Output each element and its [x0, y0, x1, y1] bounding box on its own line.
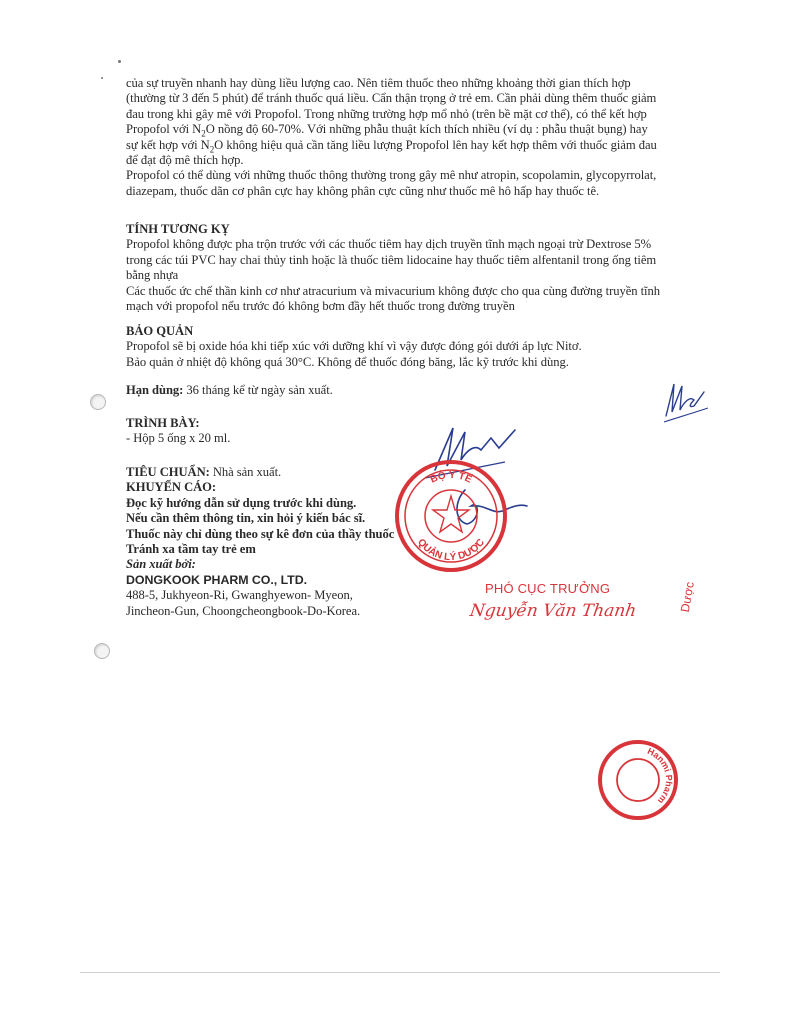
text-line: diazepam, thuốc dãn cơ phân cực hay không phân cực cũng như thuốc mê hô hấp hay thuốc tê. [126, 183, 600, 198]
manufacturer-address: Jincheon-Gun, Choongcheongbook-Do-Korea. [126, 603, 361, 618]
text-line: sự kết hợp với $N_2O$ không hiệu quả cần tăng liều lượng Propofol lên hay kết hợp thêm với thuốc giảm đau [126, 137, 657, 155]
warning-line: Nếu cần thêm thông tin, xin hỏi ý kiến bác sĩ. [126, 511, 366, 526]
shelf-life [126, 383, 716, 398]
scan-speck [101, 77, 103, 79]
standard-value: Nhà sản xuất. [209, 465, 282, 479]
text-line: của sự truyền nhanh hay dùng liều lượng cao. Nên tiêm thuốc theo những khoảng thời gian thích hợp [126, 76, 631, 90]
scan-speck [118, 60, 121, 63]
company-stamp-ring: Hanmi Pharm [645, 745, 675, 806]
section-heading: BẢO QUẢN [126, 324, 194, 338]
stamp-name: Nguyễn Văn Thanh [468, 601, 638, 621]
stamp-ring-top: BỘ Y TẾ [428, 469, 474, 486]
manufacturer-label: Sản xuất bởi: [126, 557, 196, 572]
text-line: trong các túi PVC hay chai thủy tinh hoặc là thuốc tiêm lidocaine hay thuốc tiêm alfentanil trong ống tiêm [126, 252, 657, 267]
text-line: (thường từ 3 đến 5 phút) để tránh thuốc quá liều. Cẩn thận trọng ở trẻ em. Cần phải dùng thêm thuốc giảm [126, 91, 657, 106]
usage-paragraph [126, 76, 716, 199]
initials-signature [660, 378, 720, 428]
text-line: Propofol với $N_2O$ nồng độ 60-70%. Với những phẫu thuật kích thích nhiều (ví dụ : phẫu thuật bụng) hay [126, 122, 648, 139]
stamp-title: PHÓ CỤC TRƯỞNG [485, 581, 611, 596]
stamp-ring-bottom: QUẢN LÝ DƯỢC [415, 537, 487, 564]
text-line: Propofol không được pha trộn trước với các thuốc tiêm hay dịch truyền tĩnh mạch ngoại trừ Dextrose 5% [126, 237, 652, 252]
warning-line: Tránh xa tầm tay trẻ em [126, 542, 256, 557]
section-heading: TRÌNH BÀY: [126, 416, 200, 430]
standard-label: TIÊU CHUẨN: [126, 465, 210, 479]
section-heading: KHUYẾN CÁO: [126, 480, 217, 495]
text-line: để đạt độ mê thích hợp. [126, 153, 244, 168]
punch-hole-top [90, 394, 106, 410]
section-heading: TÍNH TƯƠNG KỴ [126, 222, 230, 236]
compatibility-section [126, 222, 716, 314]
company-stamp [597, 739, 679, 821]
warning-line: Thuốc này chỉ dùng theo sự kê đơn của thầy thuốc [126, 526, 395, 541]
presentation-item: - Hộp 5 ống x 20 ml. [126, 431, 231, 446]
punch-hole-bottom [94, 643, 110, 659]
text-line: Propofol sẽ bị oxide hóa khi tiếp xúc với dưỡng khí vì vậy được đóng gói dưới áp lực Nitơ. [126, 339, 582, 354]
text-line: bằng nhựa [126, 268, 179, 283]
ministry-stamp [393, 458, 509, 574]
warning-line: Đọc kỹ hướng dẫn sử dụng trước khi dùng. [126, 495, 357, 510]
shelf-life-label: Hạn dùng: [126, 383, 184, 397]
stamp-side-text: Dược [677, 580, 697, 614]
manufacturer-name: DONGKOOK PHARM CO., LTD. [126, 572, 307, 587]
storage-section [126, 324, 716, 370]
manufacturer-address: 488-5, Jukhyeon-Ri, Gwanghyewon- Myeon, [126, 588, 353, 603]
text-line: Propofol có thể dùng với những thuốc thông thường trong gây mê như atropin, scopolamin, glycopyrrolat, [126, 168, 657, 183]
text-line: Bảo quản ở nhiệt độ không quá 30°C. Không để thuốc đóng băng, lắc kỹ trước khi dùng. [126, 354, 569, 369]
page-bottom-rule [80, 972, 720, 973]
shelf-life-value: 36 tháng kể từ ngày sản xuất. [183, 383, 333, 397]
text-line: mạch với propofol nếu trước đó không bơm đầy hết thuốc trong đường truyền [126, 299, 515, 314]
text-line: Các thuốc ức chế thần kinh cơ như atracurium và mivacurium không được cho qua cùng đường truyền tĩnh [126, 283, 660, 298]
text-line: đau trong khi gây mê với Propofol. Trong những trường hợp mổ nhỏ (trên bề mặt cơ thể), có thể kết hợp [126, 106, 647, 121]
